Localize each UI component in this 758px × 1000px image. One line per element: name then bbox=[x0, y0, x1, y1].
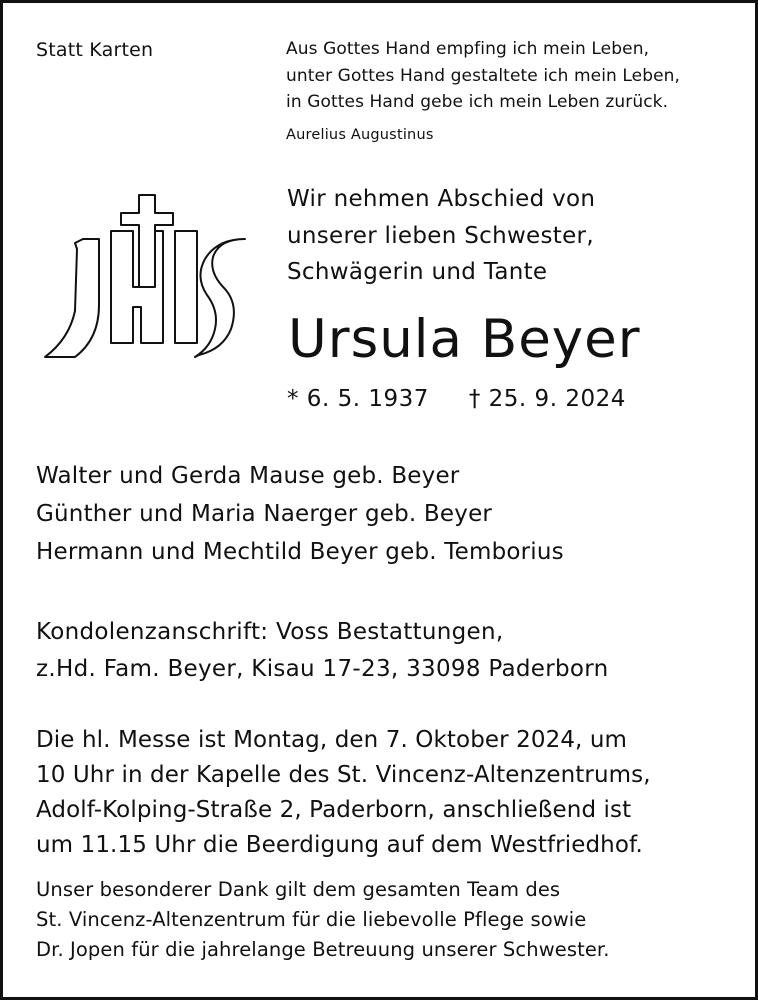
birth-date: * 6. 5. 1937 bbox=[287, 386, 429, 412]
deceased-name: Ursula Beyer bbox=[288, 309, 641, 370]
mourner-line: Walter und Gerda Mause geb. Beyer bbox=[36, 463, 460, 489]
thanks-line: St. Vincenz-Altenzentrum für die liebevolle Pflege sowie bbox=[36, 908, 587, 931]
mourner-line: Hermann und Mechtild Beyer geb. Temborius bbox=[36, 539, 564, 565]
quote-line: unter Gottes Hand gestaltete ich mein Leben, bbox=[286, 65, 681, 86]
mourner-line: Günther und Maria Naerger geb. Beyer bbox=[36, 501, 493, 527]
mourners-list bbox=[36, 457, 564, 571]
intro-line: Schwägerin und Tante bbox=[287, 259, 548, 285]
death-date: † 25. 9. 2024 bbox=[468, 386, 626, 412]
statt-karten-label: Statt Karten bbox=[36, 39, 154, 61]
quote-author: Aurelius Augustinus bbox=[286, 127, 434, 143]
mass-line: Adolf-Kolping-Straße 2, Paderborn, anschließend ist bbox=[36, 797, 632, 823]
farewell-intro bbox=[287, 181, 595, 291]
thanks-note bbox=[36, 875, 610, 965]
ihs-letter-h-right bbox=[175, 231, 197, 343]
mass-line: um 11.15 Uhr die Beerdigung auf dem Westfriedhof. bbox=[36, 832, 643, 858]
condolence-line: z.Hd. Fam. Beyer, Kisau 17-23, 33098 Paderborn bbox=[36, 655, 609, 682]
mass-line: 10 Uhr in der Kapelle des St. Vincenz-Altenzentrums, bbox=[36, 762, 651, 788]
ihs-letter-s bbox=[195, 239, 245, 357]
condolence-address bbox=[36, 614, 609, 687]
ihs-letter-j bbox=[45, 239, 99, 357]
intro-line: unserer lieben Schwester, bbox=[287, 222, 594, 249]
quote-line: Aus Gottes Hand empfing ich mein Leben, bbox=[286, 39, 650, 59]
quote-line: in Gottes Hand gebe ich mein Leben zurück. bbox=[286, 92, 669, 112]
ihs-christogram-icon bbox=[41, 189, 256, 359]
thanks-line: Dr. Jopen für die jahrelange Betreuung unserer Schwester. bbox=[36, 938, 610, 961]
thanks-line: Unser besonderer Dank gilt dem gesamten Team des bbox=[36, 878, 561, 901]
bible-quote bbox=[286, 36, 680, 116]
condolence-line: Kondolenzanschrift: Voss Bestattungen, bbox=[36, 619, 504, 645]
life-dates bbox=[287, 386, 626, 412]
funeral-mass-info bbox=[36, 723, 651, 863]
intro-line: Wir nehmen Abschied von bbox=[287, 186, 596, 212]
mass-line: Die hl. Messe ist Montag, den 7. Oktober 2024, um bbox=[36, 727, 628, 753]
